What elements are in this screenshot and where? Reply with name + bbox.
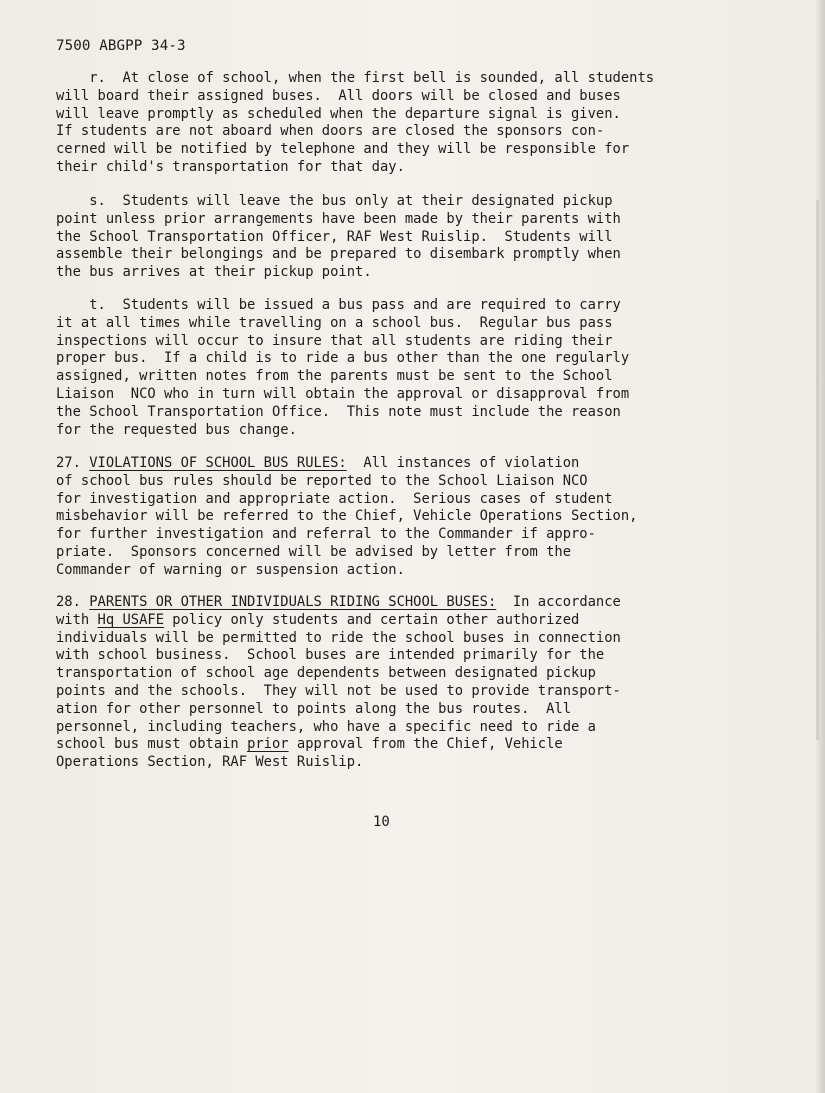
text-line: point unless prior arrangements have been made by their parents with: [56, 210, 621, 227]
text-line: t. Students will be issued a bus pass and are required to carry: [56, 297, 621, 313]
text-run: approval from the Chief, Vehicle: [288, 736, 563, 753]
text-line: proper bus. If a child is to ride a bus other than the one regularly: [56, 350, 630, 367]
text-line: s. Students will leave the bus only at their designated pickup: [56, 193, 613, 209]
text-run: with: [56, 611, 98, 628]
section-heading: VIOLATIONS OF SCHOOL BUS RULES:: [89, 455, 347, 471]
paragraph-s: [56, 193, 621, 282]
text-run: All instances of violation: [346, 455, 580, 471]
text-line: will board their assigned buses. All doors will be closed and buses: [56, 87, 621, 104]
text-line: misbehavior will be referred to the Chief, Vehicle Operations Section,: [56, 508, 638, 525]
page-number: 10: [373, 814, 390, 830]
underlined-text: prior: [247, 736, 289, 753]
text-line: inspections will occur to insure that all students are riding their: [56, 332, 613, 349]
paragraph-28-first-line: [56, 594, 621, 612]
paragraph-27: [56, 455, 637, 580]
text-run: school bus must obtain: [56, 736, 248, 753]
text-line: ation for other personnel to points along the bus routes. All: [56, 700, 571, 717]
text-line: Operations Section, RAF West Ruislip.: [56, 754, 364, 771]
section-heading: PARENTS OR OTHER INDIVIDUALS RIDING SCHOOL BUSES:: [89, 594, 497, 610]
text-line: the bus arrives at their pickup point.: [56, 264, 372, 281]
section-number: 27.: [56, 455, 90, 471]
text-line: cerned will be notified by telephone and they will be responsible for: [56, 141, 630, 158]
text-line: their child's transportation for that day.: [56, 158, 405, 175]
text-line: will leave promptly as scheduled when the departure signal is given.: [56, 105, 621, 122]
section-number: 28.: [56, 594, 90, 610]
paragraph-28: [56, 594, 621, 772]
text-line: with school business. School buses are intended primarily for the: [56, 647, 605, 664]
paragraph-27-first-line: [56, 455, 637, 473]
text-line: priate. Sponsors concerned will be advised by letter from the: [56, 543, 571, 560]
text-line: transportation of school age dependents between designated pickup: [56, 665, 596, 682]
text-line: individuals will be permitted to ride the school buses in connection: [56, 629, 621, 646]
text-line: the School Transportation Officer, RAF West Ruislip. Students will: [56, 228, 613, 245]
underlined-text: Hq USAFE: [97, 611, 164, 628]
text-line: for the requested bus change.: [56, 421, 297, 438]
paragraph-r: [56, 70, 654, 177]
text-run: policy only students and certain other authorized: [164, 611, 580, 628]
text-line: personnel, including teachers, who have a specific need to ride a: [56, 718, 596, 735]
text-line: Liaison NCO who in turn will obtain the approval or disapproval from: [56, 385, 630, 402]
paragraph-t: [56, 297, 629, 439]
bleed-through-mark: [816, 200, 819, 740]
text-line: points and the schools. They will not be used to provide transport-: [56, 682, 621, 699]
text-line: the School Transportation Office. This note must include the reason: [56, 403, 621, 420]
text-line: Commander of warning or suspension action.: [56, 561, 405, 578]
text-line: assigned, written notes from the parents must be sent to the School: [56, 368, 613, 385]
text-line: If students are not aboard when doors are closed the sponsors con-: [56, 123, 605, 140]
text-line: for investigation and appropriate action. Serious cases of student: [56, 490, 613, 507]
text-line: for further investigation and referral to the Commander if appro-: [56, 526, 596, 543]
document-id: 7500 ABGPP 34-3: [56, 38, 186, 54]
paragraph-28-approval-line: [56, 736, 621, 754]
text-line: of school bus rules should be reported to the School Liaison NCO: [56, 472, 588, 489]
text-line: assemble their belongings and be prepared to disembark promptly when: [56, 246, 621, 263]
text-line: it at all times while travelling on a school bus. Regular bus pass: [56, 314, 613, 331]
text-run: In accordance: [496, 594, 621, 610]
text-line: r. At close of school, when the first bell is sounded, all students: [56, 70, 655, 86]
paragraph-28-second-line: [56, 612, 621, 630]
